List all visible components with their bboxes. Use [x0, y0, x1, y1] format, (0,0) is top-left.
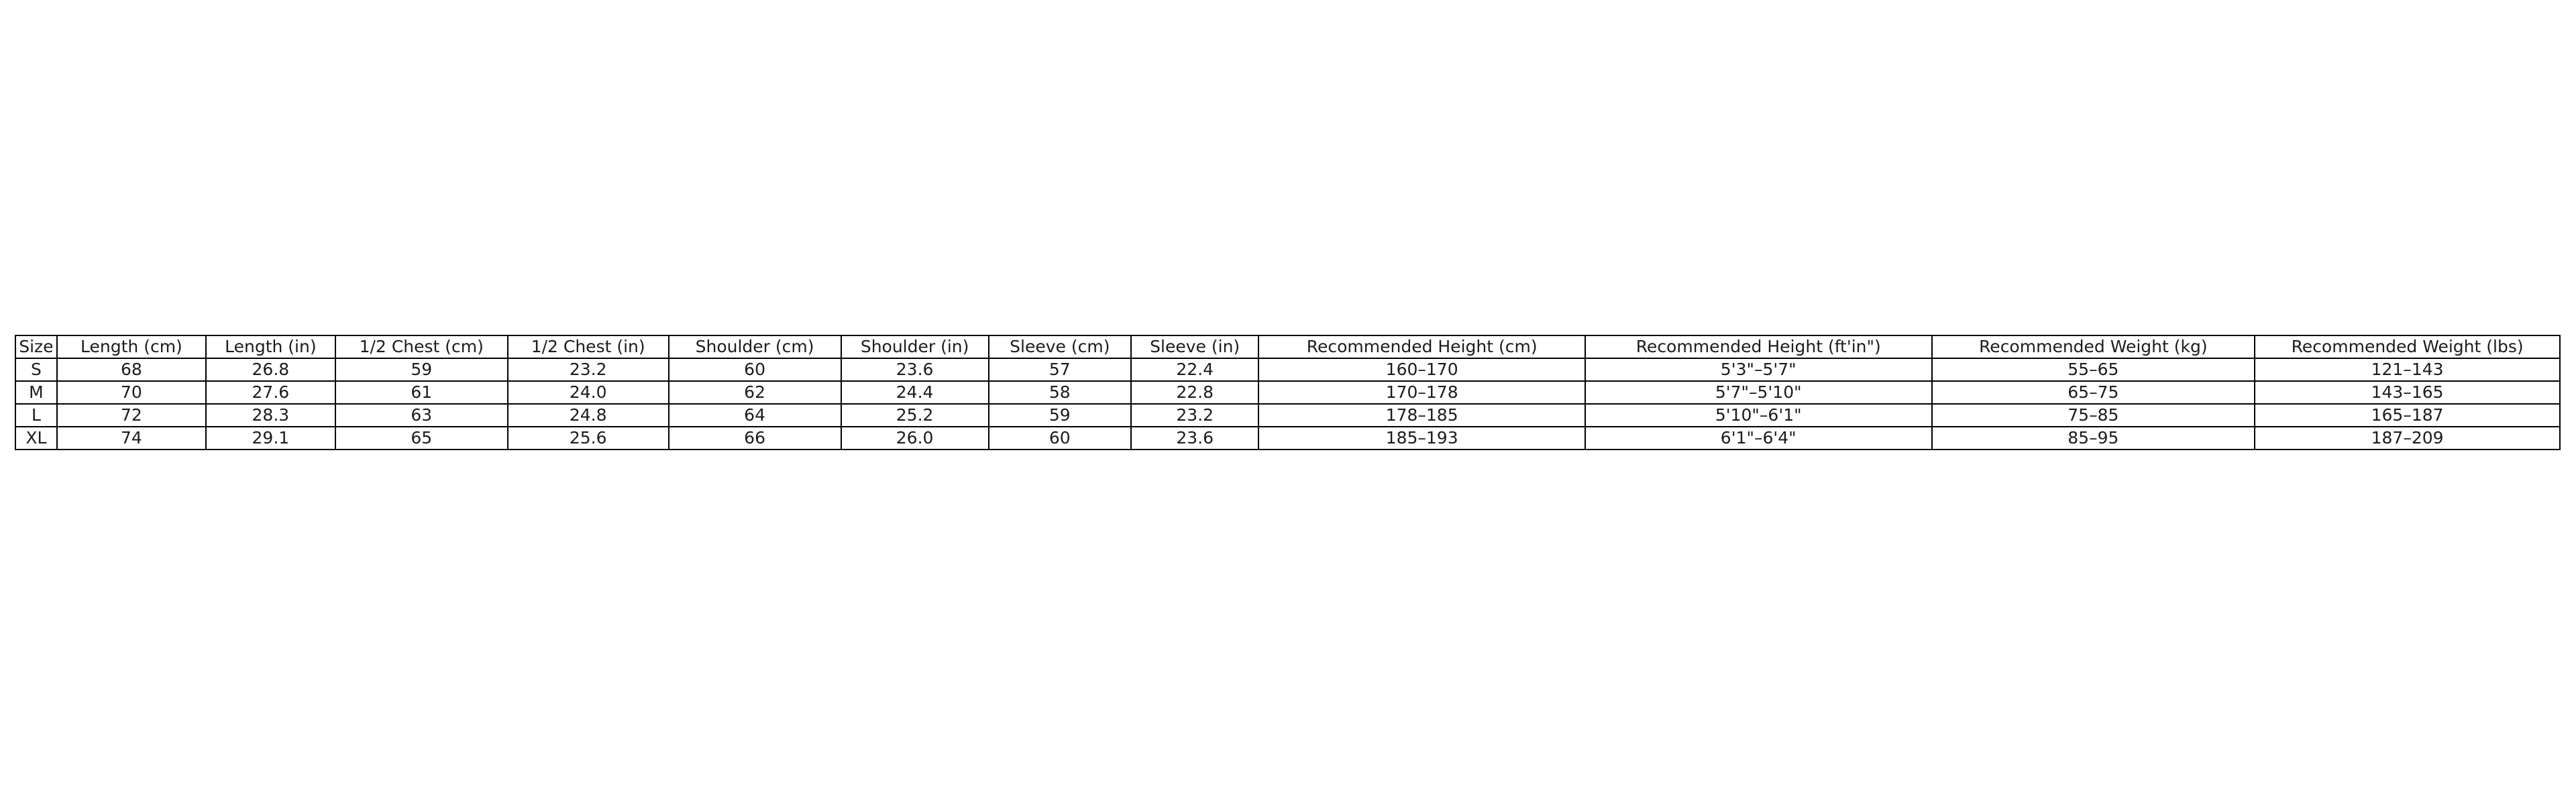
table-cell: 25.6 — [508, 427, 669, 450]
size-chart-head — [15, 335, 2560, 358]
table-cell: 26.8 — [206, 358, 335, 381]
column-header: Size — [15, 335, 57, 358]
table-cell: 5'7"–5'10" — [1585, 381, 1932, 404]
table-cell: 60 — [989, 427, 1131, 450]
size-chart-body — [15, 358, 2560, 450]
table-cell: 5'3"–5'7" — [1585, 358, 1932, 381]
table-cell: 178–185 — [1258, 404, 1585, 427]
size-chart-container — [15, 335, 2561, 450]
table-header-row — [15, 335, 2560, 358]
column-header: Recommended Weight (kg) — [1932, 335, 2255, 358]
table-cell: 65–75 — [1932, 381, 2255, 404]
column-header: 1/2 Chest (in) — [508, 335, 669, 358]
table-cell: 24.8 — [508, 404, 669, 427]
table-cell: 72 — [57, 404, 206, 427]
table-cell: L — [15, 404, 57, 427]
table-row — [15, 427, 2560, 450]
column-header: Shoulder (in) — [841, 335, 989, 358]
table-cell: M — [15, 381, 57, 404]
table-cell: 65 — [335, 427, 508, 450]
column-header: Sleeve (in) — [1131, 335, 1258, 358]
table-cell: 23.2 — [508, 358, 669, 381]
table-cell: 29.1 — [206, 427, 335, 450]
table-cell: 23.6 — [841, 358, 989, 381]
table-cell: S — [15, 358, 57, 381]
table-cell: 74 — [57, 427, 206, 450]
table-cell: 6'1"–6'4" — [1585, 427, 1932, 450]
table-row — [15, 381, 2560, 404]
size-chart-table — [15, 335, 2561, 450]
table-row — [15, 404, 2560, 427]
column-header: Length (cm) — [57, 335, 206, 358]
table-cell: 121–143 — [2255, 358, 2560, 381]
column-header: Recommended Weight (lbs) — [2255, 335, 2560, 358]
table-cell: 61 — [335, 381, 508, 404]
table-cell: 24.4 — [841, 381, 989, 404]
column-header: Shoulder (cm) — [669, 335, 841, 358]
table-cell: 58 — [989, 381, 1131, 404]
table-cell: 23.6 — [1131, 427, 1258, 450]
table-cell: 70 — [57, 381, 206, 404]
table-cell: 25.2 — [841, 404, 989, 427]
column-header: Sleeve (cm) — [989, 335, 1131, 358]
table-cell: 62 — [669, 381, 841, 404]
table-cell: 57 — [989, 358, 1131, 381]
table-cell: 160–170 — [1258, 358, 1585, 381]
column-header: Length (in) — [206, 335, 335, 358]
column-header: 1/2 Chest (cm) — [335, 335, 508, 358]
table-cell: 55–65 — [1932, 358, 2255, 381]
table-cell: 63 — [335, 404, 508, 427]
table-cell: 27.6 — [206, 381, 335, 404]
table-cell: 22.4 — [1131, 358, 1258, 381]
table-cell: 187–209 — [2255, 427, 2560, 450]
table-cell: 66 — [669, 427, 841, 450]
table-cell: 75–85 — [1932, 404, 2255, 427]
table-cell: 170–178 — [1258, 381, 1585, 404]
table-cell: 68 — [57, 358, 206, 381]
table-cell: 5'10"–6'1" — [1585, 404, 1932, 427]
table-cell: 64 — [669, 404, 841, 427]
table-cell: 24.0 — [508, 381, 669, 404]
table-row — [15, 358, 2560, 381]
table-cell: 60 — [669, 358, 841, 381]
table-cell: 26.0 — [841, 427, 989, 450]
table-cell: 165–187 — [2255, 404, 2560, 427]
table-cell: 28.3 — [206, 404, 335, 427]
table-cell: XL — [15, 427, 57, 450]
column-header: Recommended Height (cm) — [1258, 335, 1585, 358]
table-cell: 59 — [335, 358, 508, 381]
table-cell: 185–193 — [1258, 427, 1585, 450]
table-cell: 85–95 — [1932, 427, 2255, 450]
column-header: Recommended Height (ft'in") — [1585, 335, 1932, 358]
table-cell: 22.8 — [1131, 381, 1258, 404]
table-cell: 59 — [989, 404, 1131, 427]
table-cell: 143–165 — [2255, 381, 2560, 404]
table-cell: 23.2 — [1131, 404, 1258, 427]
